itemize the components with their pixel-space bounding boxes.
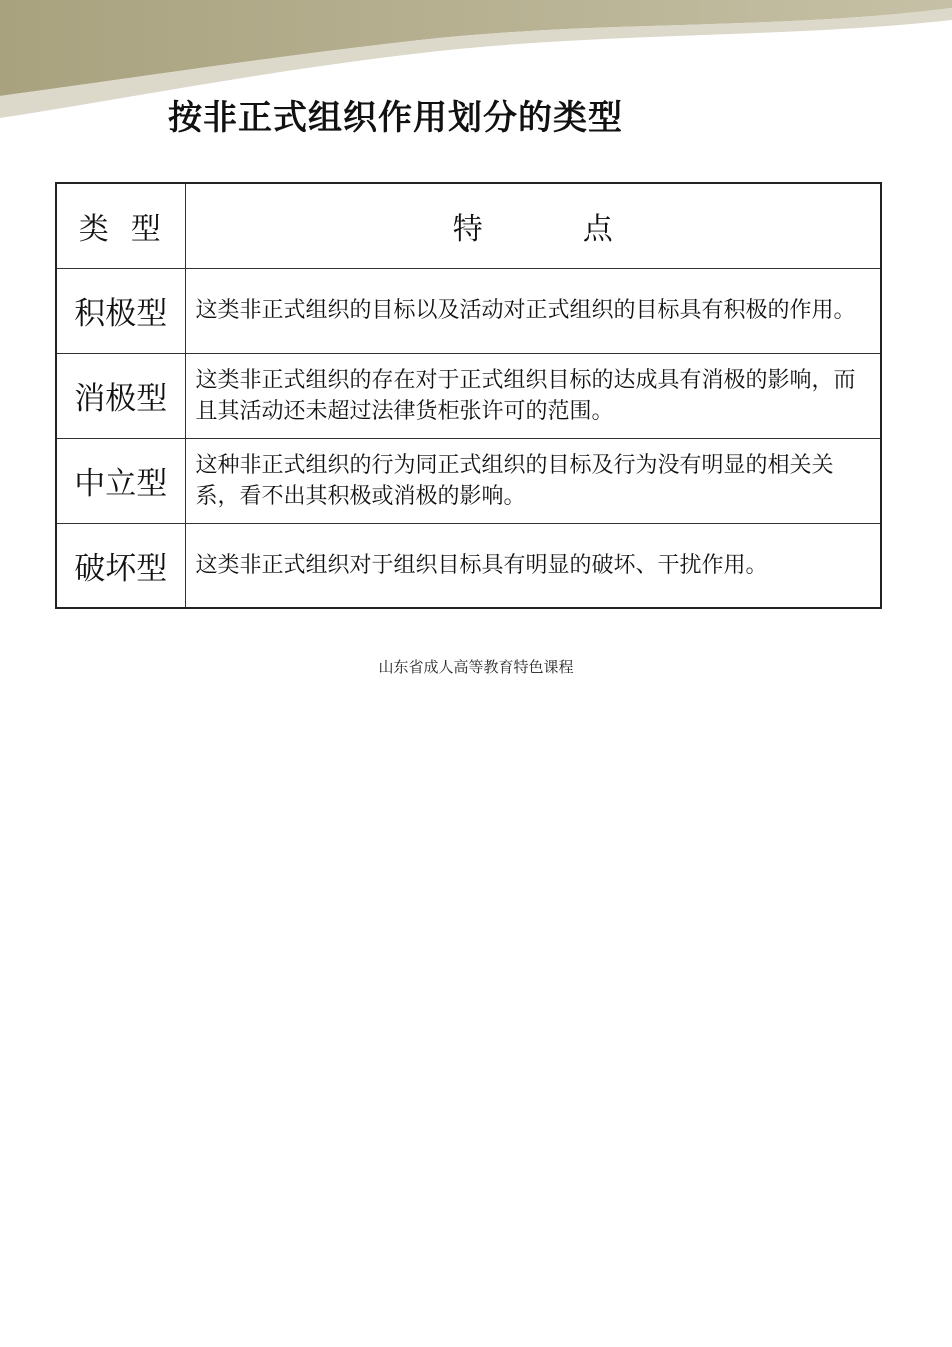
table-row (56, 523, 881, 608)
feature-cell: 这类非正式组织的存在对于正式组织目标的达成具有消极的影响，而且其活动还未超过法律货柜张许可的范围。 (185, 353, 881, 438)
table-row (56, 438, 881, 523)
type-cell: 破坏型 (56, 523, 185, 608)
feature-cell: 这类非正式组织对于组织目标具有明显的破坏、干扰作用。 (185, 523, 881, 608)
table-row (56, 353, 881, 438)
type-cell: 消极型 (56, 353, 185, 438)
page-title: 按非正式组织作用划分的类型 (168, 98, 623, 138)
types-table (55, 182, 882, 609)
feature-cell: 这种非正式组织的行为同正式组织的目标及行为没有明显的相关关系，看不出其积极或消极的影响。 (185, 438, 881, 523)
footer-note: 山东省成人高等教育特色课程 (378, 658, 574, 676)
type-cell: 中立型 (56, 438, 185, 523)
feature-cell: 这类非正式组织的目标以及活动对正式组织的目标具有积极的作用。 (185, 268, 881, 353)
table-header-row (56, 183, 881, 268)
header-feature: 特点 (185, 183, 881, 268)
table-row (56, 268, 881, 353)
header-type: 类型 (56, 183, 185, 268)
type-cell: 积极型 (56, 268, 185, 353)
